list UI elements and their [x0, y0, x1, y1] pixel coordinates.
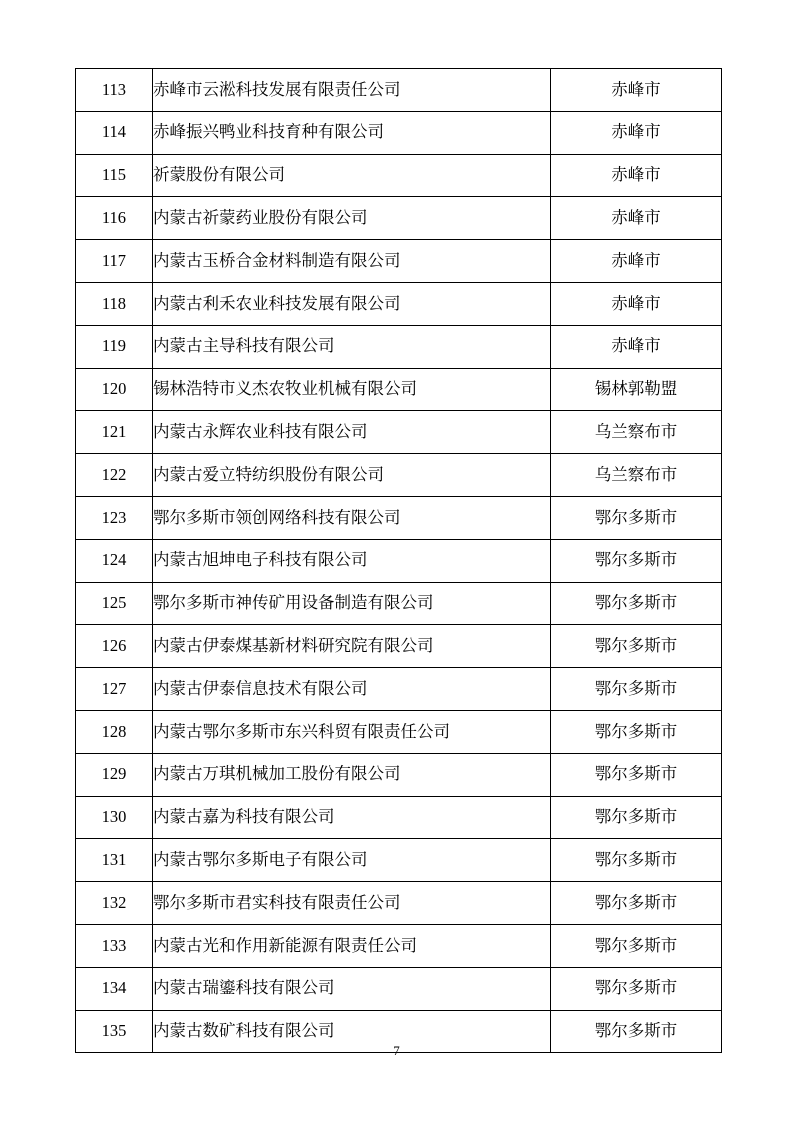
row-number: 113: [76, 69, 153, 112]
company-region: 鄂尔多斯市: [551, 582, 722, 625]
company-region: 鄂尔多斯市: [551, 668, 722, 711]
row-number: 131: [76, 839, 153, 882]
row-number: 121: [76, 411, 153, 454]
company-name: 鄂尔多斯市领创网络科技有限公司: [153, 496, 551, 539]
company-region: 赤峰市: [551, 325, 722, 368]
row-number: 122: [76, 454, 153, 497]
company-region: 鄂尔多斯市: [551, 924, 722, 967]
company-region: 赤峰市: [551, 154, 722, 197]
table-row: [76, 240, 722, 283]
company-region: 赤峰市: [551, 240, 722, 283]
row-number: 133: [76, 924, 153, 967]
table-row: [76, 668, 722, 711]
row-number: 135: [76, 1010, 153, 1053]
row-number: 129: [76, 753, 153, 796]
table-row: [76, 882, 722, 925]
row-number: 128: [76, 710, 153, 753]
row-number: 127: [76, 668, 153, 711]
company-name: 祈蒙股份有限公司: [153, 154, 551, 197]
row-number: 115: [76, 154, 153, 197]
company-name: 鄂尔多斯市君实科技有限责任公司: [153, 882, 551, 925]
table-row: [76, 539, 722, 582]
company-name: 内蒙古伊泰煤基新材料研究院有限公司: [153, 625, 551, 668]
table-row: [76, 154, 722, 197]
table-row: [76, 325, 722, 368]
table-row: [76, 582, 722, 625]
table-row: [76, 796, 722, 839]
company-region: 乌兰察布市: [551, 411, 722, 454]
table-row: [76, 625, 722, 668]
company-region: 鄂尔多斯市: [551, 625, 722, 668]
company-name: 内蒙古万琪机械加工股份有限公司: [153, 753, 551, 796]
table-row: [76, 710, 722, 753]
company-name: 内蒙古瑞鎏科技有限公司: [153, 967, 551, 1010]
row-number: 119: [76, 325, 153, 368]
row-number: 124: [76, 539, 153, 582]
company-region: 鄂尔多斯市: [551, 882, 722, 925]
company-name: 赤峰振兴鸭业科技育种有限公司: [153, 111, 551, 154]
company-region: 赤峰市: [551, 69, 722, 112]
table-row: [76, 924, 722, 967]
table-row: [76, 282, 722, 325]
row-number: 117: [76, 240, 153, 283]
row-number: 132: [76, 882, 153, 925]
company-name: 赤峰市云淞科技发展有限责任公司: [153, 69, 551, 112]
company-region: 鄂尔多斯市: [551, 839, 722, 882]
company-region: 赤峰市: [551, 111, 722, 154]
table-row: [76, 411, 722, 454]
company-region: 鄂尔多斯市: [551, 1010, 722, 1053]
enterprise-list-table: [75, 68, 722, 1053]
company-name: 内蒙古光和作用新能源有限责任公司: [153, 924, 551, 967]
row-number: 118: [76, 282, 153, 325]
table-row: [76, 197, 722, 240]
row-number: 125: [76, 582, 153, 625]
table-body: [76, 69, 722, 1053]
company-name: 内蒙古伊泰信息技术有限公司: [153, 668, 551, 711]
table-row: [76, 454, 722, 497]
row-number: 123: [76, 496, 153, 539]
company-name: 内蒙古永辉农业科技有限公司: [153, 411, 551, 454]
row-number: 134: [76, 967, 153, 1010]
table-row: [76, 69, 722, 112]
row-number: 114: [76, 111, 153, 154]
row-number: 126: [76, 625, 153, 668]
company-region: 鄂尔多斯市: [551, 967, 722, 1010]
table-row: [76, 839, 722, 882]
company-name: 内蒙古玉桥合金材料制造有限公司: [153, 240, 551, 283]
company-name: 内蒙古利禾农业科技发展有限公司: [153, 282, 551, 325]
company-region: 乌兰察布市: [551, 454, 722, 497]
table-row: [76, 753, 722, 796]
company-name: 内蒙古主导科技有限公司: [153, 325, 551, 368]
company-name: 内蒙古鄂尔多斯市东兴科贸有限责任公司: [153, 710, 551, 753]
table-row: [76, 368, 722, 411]
page-number: 7: [393, 1043, 400, 1058]
company-name: 鄂尔多斯市神传矿用设备制造有限公司: [153, 582, 551, 625]
company-region: 鄂尔多斯市: [551, 796, 722, 839]
company-name: 内蒙古旭坤电子科技有限公司: [153, 539, 551, 582]
company-region: 赤峰市: [551, 197, 722, 240]
company-name: 内蒙古嘉为科技有限公司: [153, 796, 551, 839]
table-row: [76, 967, 722, 1010]
company-region: 赤峰市: [551, 282, 722, 325]
company-region: 鄂尔多斯市: [551, 753, 722, 796]
company-region: 鄂尔多斯市: [551, 710, 722, 753]
company-region: 鄂尔多斯市: [551, 496, 722, 539]
company-region: 锡林郭勒盟: [551, 368, 722, 411]
row-number: 120: [76, 368, 153, 411]
company-region: 鄂尔多斯市: [551, 539, 722, 582]
table-row: [76, 111, 722, 154]
company-name: 锡林浩特市义杰农牧业机械有限公司: [153, 368, 551, 411]
row-number: 130: [76, 796, 153, 839]
company-name: 内蒙古祈蒙药业股份有限公司: [153, 197, 551, 240]
company-name: 内蒙古数矿科技有限公司: [153, 1010, 551, 1053]
company-name: 内蒙古爱立特纺织股份有限公司: [153, 454, 551, 497]
row-number: 116: [76, 197, 153, 240]
table-row: [76, 496, 722, 539]
company-name: 内蒙古鄂尔多斯电子有限公司: [153, 839, 551, 882]
